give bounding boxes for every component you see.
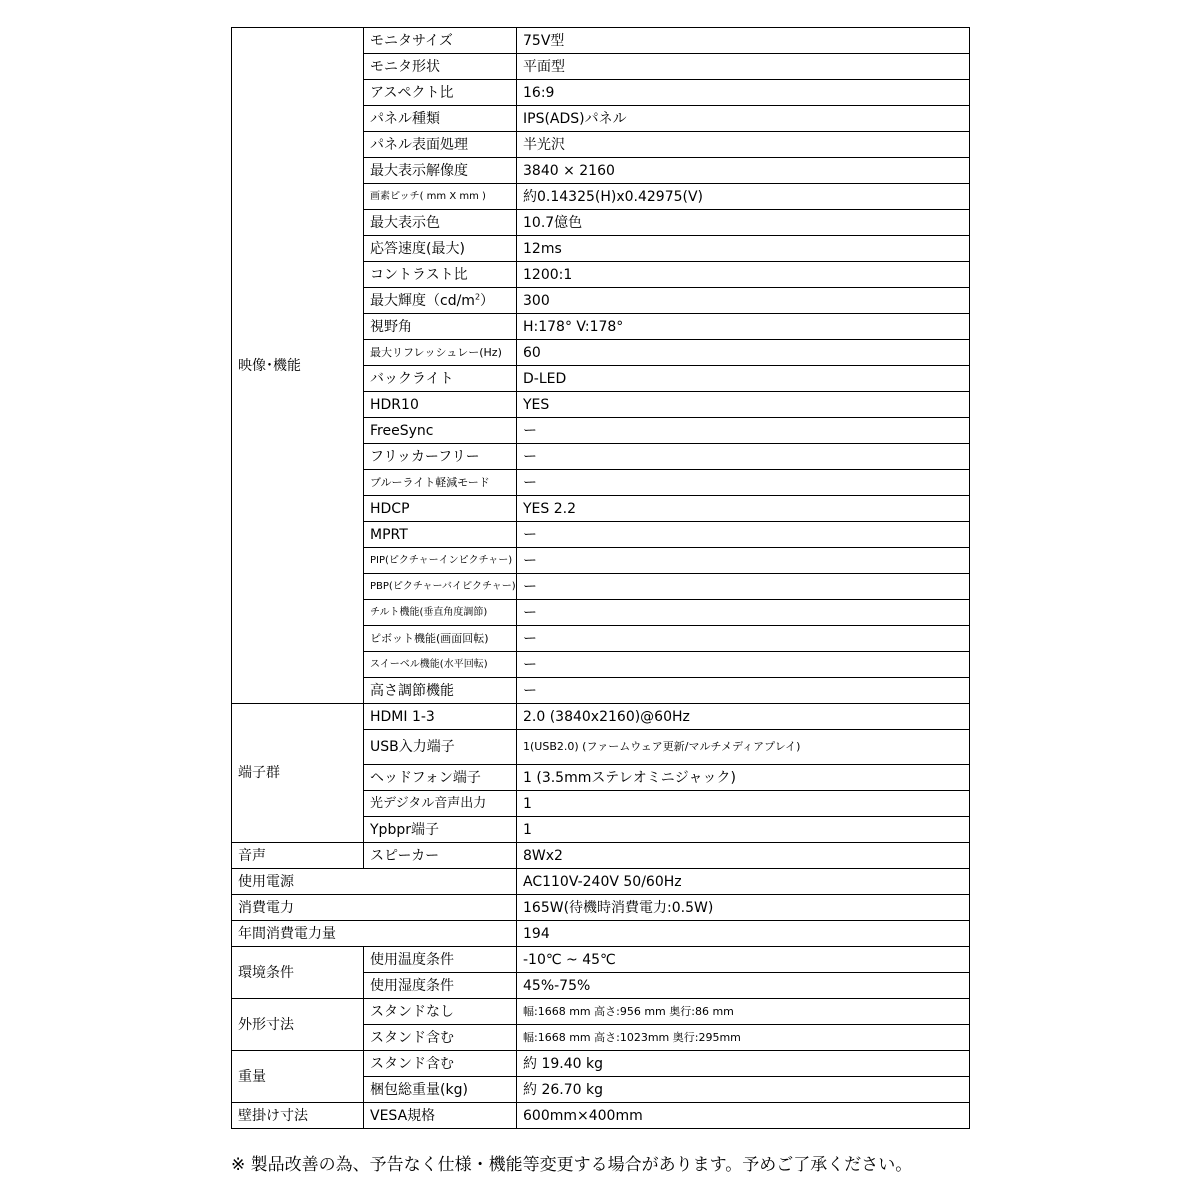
group-annual-power: 年間消費電力量	[232, 921, 517, 947]
spec-label: 視野角	[364, 314, 517, 340]
spec-label: 使用湿度条件	[364, 973, 517, 999]
spec-value: 16:9	[517, 80, 970, 106]
group-ports: 端子群	[232, 704, 364, 843]
spec-row	[232, 704, 970, 730]
spec-value: 194	[517, 921, 970, 947]
spec-label: VESA規格	[364, 1103, 517, 1129]
spec-value: 2.0 (3840x2160)@60Hz	[517, 704, 970, 730]
group-power-source: 使用電源	[232, 869, 517, 895]
spec-label: アスペクト比	[364, 80, 517, 106]
group-dimensions: 外形寸法	[232, 999, 364, 1051]
spec-label: 最大表示解像度	[364, 158, 517, 184]
spec-value: 3840 × 2160	[517, 158, 970, 184]
spec-value: ー	[517, 444, 970, 470]
spec-table	[231, 27, 970, 1129]
spec-value: ー	[517, 678, 970, 704]
spec-label: スイーベル機能(水平回転)	[364, 652, 517, 678]
spec-value: 10.7億色	[517, 210, 970, 236]
spec-row	[232, 843, 970, 869]
spec-label: パネル表面処理	[364, 132, 517, 158]
spec-label: パネル種類	[364, 106, 517, 132]
spec-value: D-LED	[517, 366, 970, 392]
spec-value: 600mm×400mm	[517, 1103, 970, 1129]
spec-value: ー	[517, 418, 970, 444]
spec-row	[232, 947, 970, 973]
spec-row	[232, 1103, 970, 1129]
spec-value: 幅:1668 mm 高さ:1023mm 奥行:295mm	[517, 1025, 970, 1051]
spec-value: 幅:1668 mm 高さ:956 mm 奥行:86 mm	[517, 999, 970, 1025]
spec-label: 高さ調節機能	[364, 678, 517, 704]
spec-value: 60	[517, 340, 970, 366]
spec-value: ー	[517, 470, 970, 496]
spec-label: FreeSync	[364, 418, 517, 444]
spec-value: IPS(ADS)パネル	[517, 106, 970, 132]
spec-value: 半光沢	[517, 132, 970, 158]
spec-row	[232, 921, 970, 947]
spec-label: コントラスト比	[364, 262, 517, 288]
spec-value: 約 19.40 kg	[517, 1051, 970, 1077]
spec-value: 約 26.70 kg	[517, 1077, 970, 1103]
spec-label: 最大表示色	[364, 210, 517, 236]
spec-value: ー	[517, 574, 970, 600]
spec-label: スタンド含む	[364, 1025, 517, 1051]
spec-value: -10℃ ~ 45℃	[517, 947, 970, 973]
spec-label: MPRT	[364, 522, 517, 548]
spec-value: ー	[517, 626, 970, 652]
spec-value: 平面型	[517, 54, 970, 80]
spec-label: フリッカーフリー	[364, 444, 517, 470]
spec-value: ー	[517, 600, 970, 626]
spec-value: 75V型	[517, 28, 970, 54]
group-power-consumption: 消費電力	[232, 895, 517, 921]
spec-label: USB入力端子	[364, 730, 517, 765]
spec-value: ー	[517, 548, 970, 574]
spec-value: 45%-75%	[517, 973, 970, 999]
spec-label-prefix: 最大輝度（cd/m	[370, 292, 475, 309]
spec-label-suffix: ）	[480, 292, 495, 309]
spec-value: 12ms	[517, 236, 970, 262]
spec-value: ー	[517, 652, 970, 678]
spec-label: 最大リフレッシュレー(Hz)	[364, 340, 517, 366]
spec-label: スピーカー	[364, 843, 517, 869]
spec-value: 300	[517, 288, 970, 314]
group-environment: 環境条件	[232, 947, 364, 999]
spec-label: HDMI 1-3	[364, 704, 517, 730]
spec-label: モニタサイズ	[364, 28, 517, 54]
spec-label: HDCP	[364, 496, 517, 522]
spec-value: YES	[517, 392, 970, 418]
spec-value: 約0.14325(H)x0.42975(V)	[517, 184, 970, 210]
spec-label: バックライト	[364, 366, 517, 392]
spec-label: PIP(ピクチャーインピクチャー)	[364, 548, 517, 574]
spec-value: 1 (3.5mmステレオミニジャック)	[517, 765, 970, 791]
spec-label: 画素ピッチ( mm X mm )	[364, 184, 517, 210]
spec-label: スタンドなし	[364, 999, 517, 1025]
group-audio: 音声	[232, 843, 364, 869]
group-wall-mount: 壁掛け寸法	[232, 1103, 364, 1129]
footer-note: ※ 製品改善の為、予告なく仕様・機能等変更する場合があります。予めご了承ください。	[231, 1155, 913, 1175]
spec-label: スタンド含む	[364, 1051, 517, 1077]
spec-value: 8Wx2	[517, 843, 970, 869]
spec-label: PBP(ピクチャーバイピクチャー)	[364, 574, 517, 600]
spec-row	[232, 869, 970, 895]
spec-value: 1	[517, 817, 970, 843]
spec-label: ブルーライト軽減モード	[364, 470, 517, 496]
spec-value: AC110V-240V 50/60Hz	[517, 869, 970, 895]
spec-value: H:178° V:178°	[517, 314, 970, 340]
spec-label: ヘッドフォン端子	[364, 765, 517, 791]
spec-label: 梱包総重量(kg)	[364, 1077, 517, 1103]
spec-label: 応答速度(最大)	[364, 236, 517, 262]
spec-label: 光デジタル音声出力	[364, 791, 517, 817]
spec-value: YES 2.2	[517, 496, 970, 522]
group-weight: 重量	[232, 1051, 364, 1103]
spec-row	[232, 1051, 970, 1077]
spec-value: ー	[517, 522, 970, 548]
spec-label: Ypbpr端子	[364, 817, 517, 843]
spec-value: 1(USB2.0) (ファームウェア更新/マルチメディアプレイ)	[517, 730, 970, 765]
group-video: 映像･機能	[232, 28, 364, 704]
spec-value: 1200:1	[517, 262, 970, 288]
spec-row	[232, 28, 970, 54]
spec-label: HDR10	[364, 392, 517, 418]
spec-label: モニタ形状	[364, 54, 517, 80]
spec-row	[232, 895, 970, 921]
spec-row	[232, 999, 970, 1025]
spec-label: ピボット機能(画面回転)	[364, 626, 517, 652]
spec-value: 165W(待機時消費電力:0.5W)	[517, 895, 970, 921]
spec-value: 1	[517, 791, 970, 817]
spec-label-superscript: 2	[474, 291, 481, 301]
spec-label: 使用温度条件	[364, 947, 517, 973]
spec-label-brightness	[364, 288, 517, 314]
spec-label: チルト機能(垂直角度調節)	[364, 600, 517, 626]
